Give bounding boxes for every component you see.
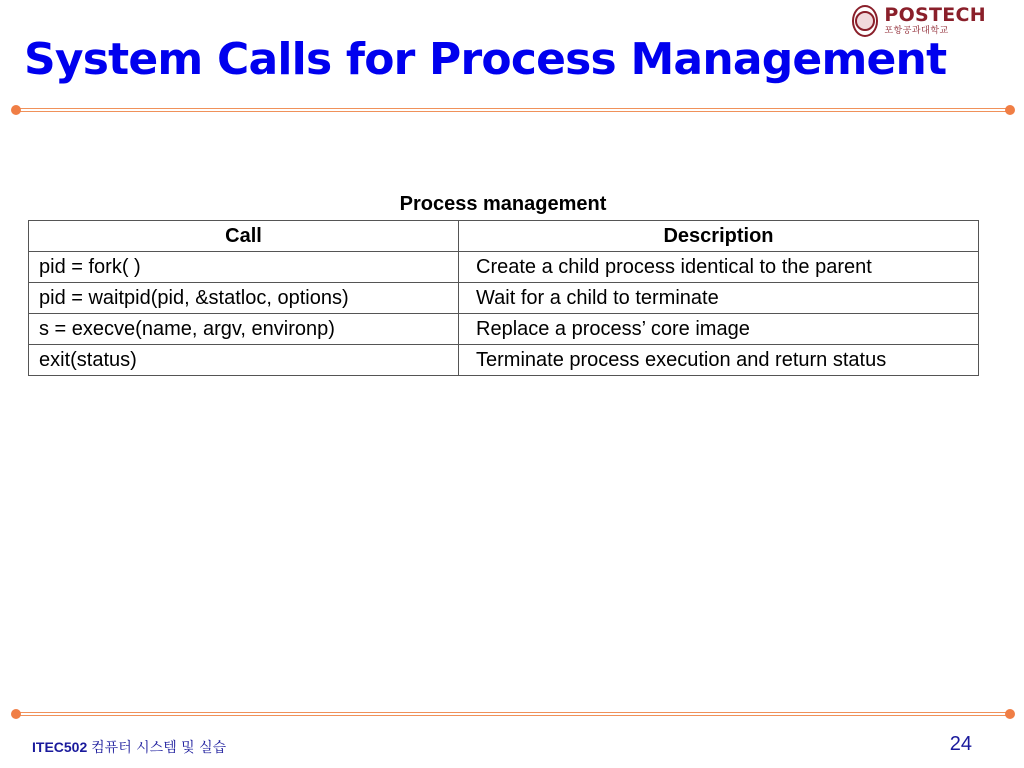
header-call: Call (29, 221, 459, 252)
course-code: ITEC502 (32, 739, 88, 755)
top-divider (16, 105, 1010, 115)
description-cell: Wait for a child to terminate (459, 283, 979, 314)
process-management-table (28, 220, 979, 376)
header-description: Description (459, 221, 979, 252)
description-cell: Terminate process execution and return status (459, 345, 979, 376)
table-row (29, 345, 979, 376)
course-name: 컴퓨터 시스템 및 실습 (91, 740, 227, 756)
logo-name: POSTECH (884, 4, 986, 26)
divider-dot-icon (1005, 105, 1015, 115)
slide-title: System Calls for Process Management (24, 34, 947, 85)
table-caption: Process management (399, 193, 607, 215)
divider-dot-icon (11, 709, 21, 719)
table-header-row (29, 221, 979, 252)
table-row (29, 314, 979, 345)
footer-course (32, 737, 226, 757)
divider-dot-icon (11, 105, 21, 115)
divider-dot-icon (1005, 709, 1015, 719)
call-cell: pid = waitpid(pid, &statloc, options) (29, 283, 459, 314)
university-seal-icon (852, 5, 878, 37)
table-row (29, 252, 979, 283)
postech-logo (852, 4, 986, 38)
logo-subtitle: 포항공과대학교 (884, 26, 949, 36)
call-cell: exit(status) (29, 345, 459, 376)
description-cell: Create a child process identical to the parent (459, 252, 979, 283)
bottom-divider (16, 709, 1010, 719)
page-number: 24 (949, 733, 972, 755)
call-cell: pid = fork( ) (29, 252, 459, 283)
table-row (29, 283, 979, 314)
call-cell: s = execve(name, argv, environp) (29, 314, 459, 345)
description-cell: Replace a process’ core image (459, 314, 979, 345)
